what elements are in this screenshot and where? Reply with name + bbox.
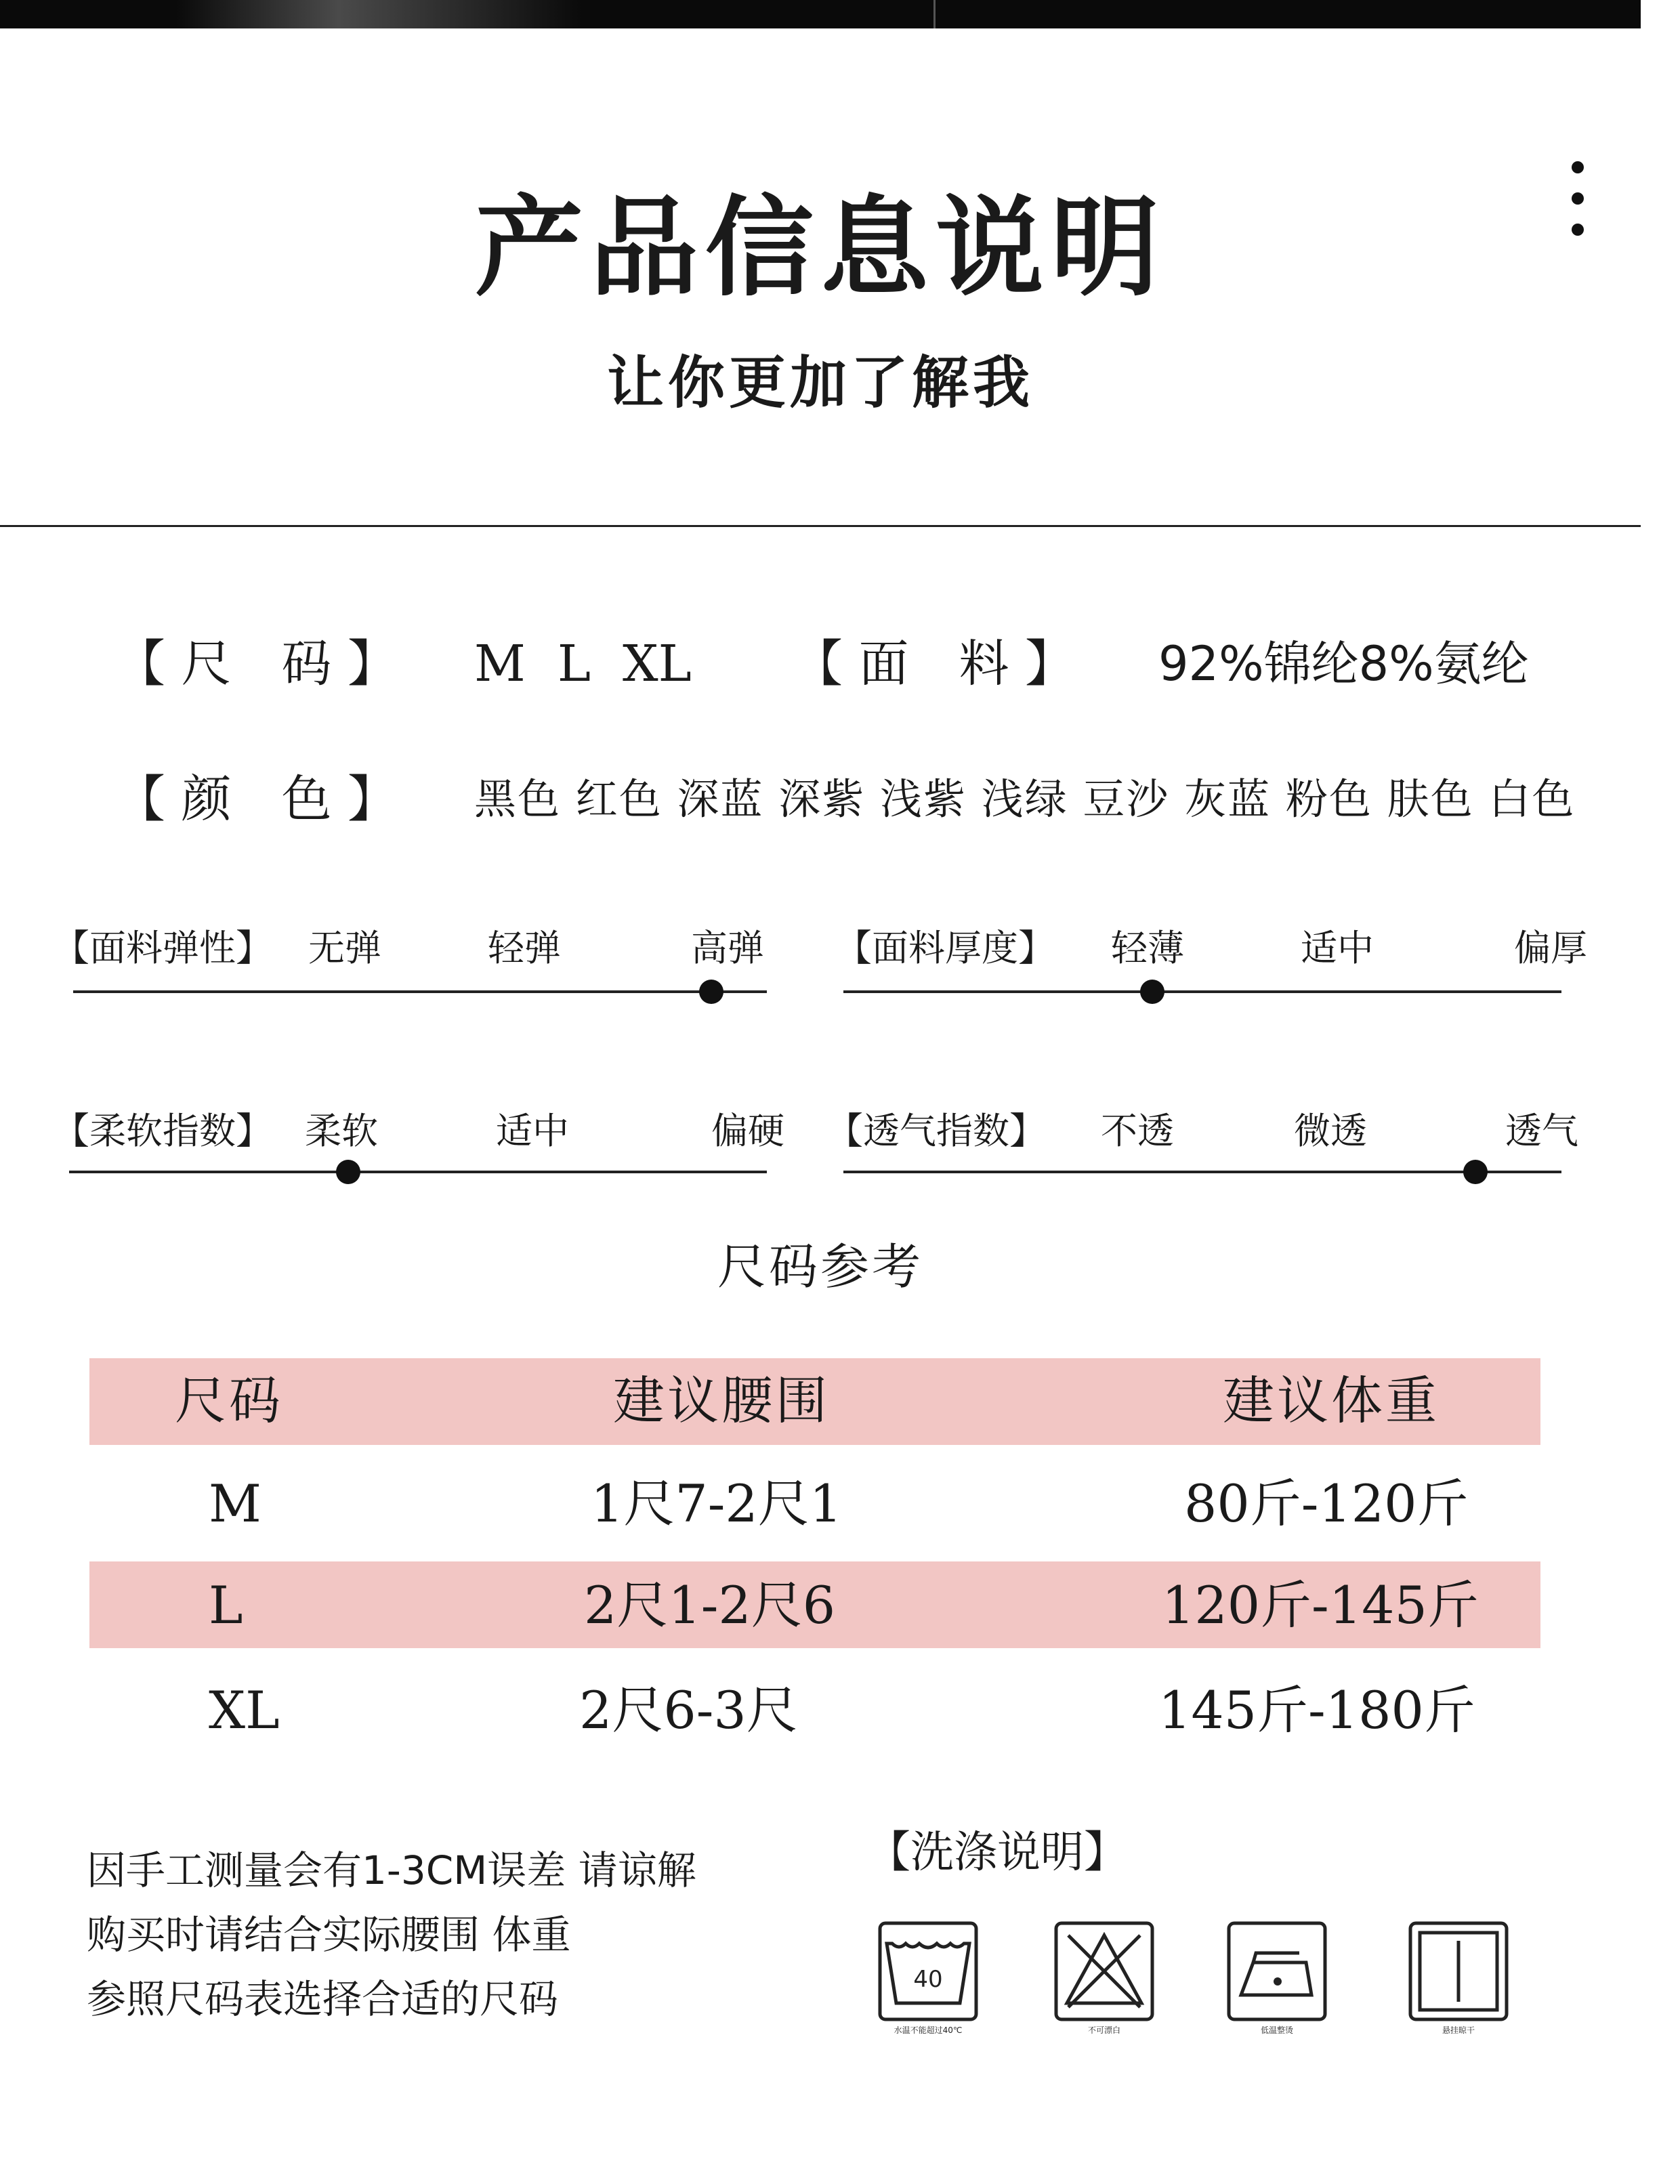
color-option: 黑色 xyxy=(474,774,562,824)
svg-text:40: 40 xyxy=(913,1966,943,1993)
elasticity-scale-marker xyxy=(699,980,723,1004)
fabric-label: 【 面 料 】 xyxy=(793,635,1076,693)
breathability-option: 不透 xyxy=(1101,1110,1174,1152)
table-cell: L xyxy=(209,1575,243,1635)
color-option: 深蓝 xyxy=(677,774,764,824)
care-caption: 悬挂晾干 xyxy=(1442,2025,1475,2035)
color-option: 肤色 xyxy=(1387,774,1474,824)
elasticity-scale-line xyxy=(73,990,767,993)
elasticity-option: 轻弹 xyxy=(488,927,561,969)
color-option: 灰蓝 xyxy=(1184,774,1272,824)
softness-option: 柔软 xyxy=(305,1110,378,1152)
elasticity-option: 无弹 xyxy=(308,927,381,969)
care-symbol xyxy=(1226,1920,1328,2036)
color-label: 【 颜 色 】 xyxy=(115,770,398,828)
hang-dry-icon xyxy=(1408,1920,1509,2022)
table-header-cell: 尺码 xyxy=(175,1370,283,1431)
thickness-scale-line xyxy=(843,990,1561,993)
care-caption: 水温不能超过40℃ xyxy=(894,2025,963,2035)
elasticity-label: 【面料弹性】 xyxy=(53,927,272,969)
care-symbol xyxy=(877,1920,979,2036)
softness-scale-marker xyxy=(336,1160,360,1184)
page-subtitle: 让你更加了解我 xyxy=(606,349,1034,416)
size-table-title: 尺码参考 xyxy=(717,1238,923,1295)
table-cell: 120斤-145斤 xyxy=(1162,1575,1479,1635)
breathability-option: 透气 xyxy=(1505,1110,1578,1152)
color-option: 深紫 xyxy=(778,774,866,824)
color-option: 浅紫 xyxy=(879,774,967,824)
color-option: 豆沙 xyxy=(1083,774,1170,824)
breathability-option: 微透 xyxy=(1294,1110,1367,1152)
size-value: M L XL xyxy=(474,635,692,693)
top-banner-sheen xyxy=(176,0,583,28)
softness-scale-line xyxy=(69,1171,767,1173)
softness-label: 【柔软指数】 xyxy=(53,1110,272,1152)
care-caption: 不可漂白 xyxy=(1087,2025,1120,2035)
note-line: 参照尺码表选择合适的尺码 xyxy=(87,1976,559,2022)
table-header-cell: 建议体重 xyxy=(1223,1370,1440,1431)
table-cell: 2尺6-3尺 xyxy=(579,1680,798,1740)
breathability-scale-line xyxy=(843,1171,1561,1173)
table-cell: 1尺7-2尺1 xyxy=(591,1473,843,1534)
thickness-option: 轻薄 xyxy=(1111,927,1184,969)
no-bleach-icon xyxy=(1053,1920,1155,2022)
top-banner-divider xyxy=(933,0,936,28)
table-cell: XL xyxy=(209,1680,280,1740)
note-line: 购买时请结合实际腰围 体重 xyxy=(87,1912,571,1958)
softness-option: 偏硬 xyxy=(711,1110,784,1152)
breathability-label: 【透气指数】 xyxy=(826,1110,1046,1152)
thickness-label: 【面料厚度】 xyxy=(835,927,1055,969)
color-option: 粉色 xyxy=(1285,774,1372,824)
page-title: 产品信息说明 xyxy=(474,184,1166,311)
table-cell: M xyxy=(209,1473,261,1534)
wash-40-icon xyxy=(877,1920,979,2022)
table-cell: 80斤-120斤 xyxy=(1184,1473,1469,1534)
table-cell: 145斤-180斤 xyxy=(1158,1680,1475,1740)
color-option: 浅绿 xyxy=(981,774,1068,824)
thickness-scale-marker xyxy=(1140,980,1164,1004)
color-option: 白色 xyxy=(1488,774,1576,824)
breathability-scale-marker xyxy=(1463,1160,1488,1184)
low-iron-icon xyxy=(1226,1920,1328,2022)
color-list xyxy=(474,765,1575,833)
table-header-cell: 建议腰围 xyxy=(613,1370,830,1431)
note-line: 因手工测量会有1-3CM误差 请谅解 xyxy=(87,1847,696,1893)
fabric-value: 92%锦纶8%氨纶 xyxy=(1158,636,1529,692)
washing-title: 【洗涤说明】 xyxy=(867,1828,1127,1878)
elasticity-option: 高弹 xyxy=(691,927,764,969)
size-label: 【 尺 码 】 xyxy=(115,635,398,693)
softness-option: 适中 xyxy=(496,1110,569,1152)
care-caption: 低温整烫 xyxy=(1260,2025,1293,2035)
care-symbol xyxy=(1053,1920,1155,2036)
color-option: 红色 xyxy=(575,774,663,824)
thickness-option: 偏厚 xyxy=(1514,927,1587,969)
thickness-option: 适中 xyxy=(1301,927,1374,969)
table-cell: 2尺1-2尺6 xyxy=(584,1575,836,1635)
header-divider xyxy=(0,525,1641,527)
care-symbol xyxy=(1408,1920,1509,2036)
